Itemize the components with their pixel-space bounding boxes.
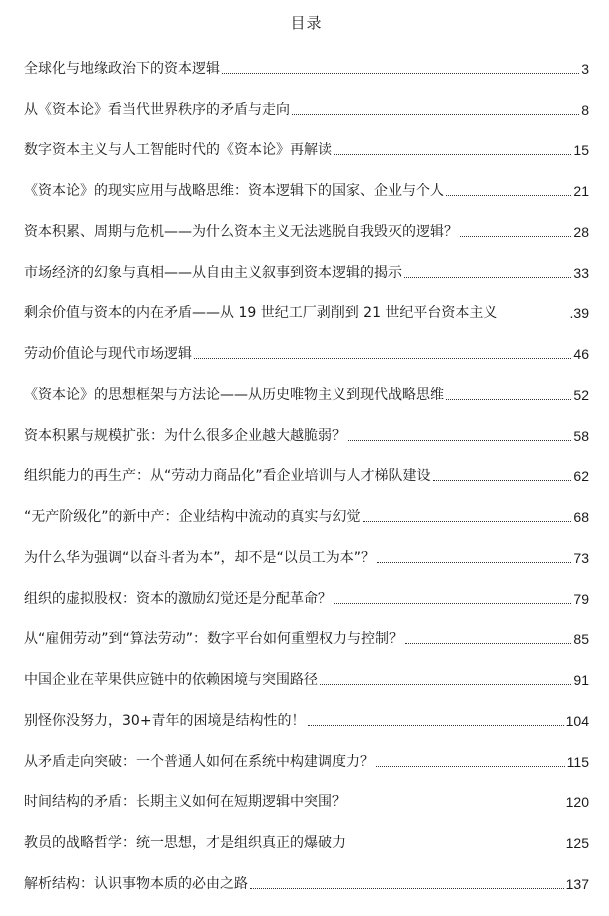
toc-entry-page-number: 73 [573,549,589,566]
toc-entry-page-number: 21 [573,183,589,199]
toc-entry-title: 别怪你没努力，30+青年的困境是结构性的！ [24,712,306,729]
dot-leader [320,683,571,685]
toc-entry-page-number: 68 [573,509,589,525]
toc-entry-page-number: 15 [573,142,589,159]
dot-leader [308,724,564,726]
dot-leader [363,520,572,522]
toc-entry-title: 全球化与地缘政治下的资本逻辑 [24,60,220,77]
dot-leader [446,398,571,400]
toc-entry-title: 教员的战略哲学：统一思想，才是组织真正的爆破力 [24,835,346,851]
toc-entry[interactable] [24,572,589,613]
dot-leader [376,765,565,767]
toc-entry-title: 组织的虚拟股权：资本的激励幻觉还是分配革命？ [24,590,332,607]
dot-leader [499,317,567,318]
dot-leader [348,439,571,441]
toc-entry-page-number: 125 [565,835,589,851]
toc-entry-title: 时间结构的矛盾：长期主义如何在短期逻辑中突围？ [24,794,346,811]
dot-leader [405,642,571,644]
dot-leader [194,357,571,359]
toc-entry-page-number: 91 [573,672,589,688]
toc-entry-page-number: 62 [573,468,589,485]
toc-entry[interactable] [24,205,589,246]
toc-entry-title: 解析结构：认识事物本质的必由之路 [24,875,248,892]
toc-entry-title: 从《资本论》看当代世界秩序的矛盾与走向 [24,101,290,118]
toc-entry-page-number: 8 [581,101,589,118]
toc-entry[interactable] [24,368,589,409]
toc-entry-title: 劳动价值论与现代市场逻辑 [24,346,192,362]
dot-leader [292,113,579,115]
toc-entry-title: 资本积累、周期与危机——为什么资本主义无法逃脱自我毁灭的逻辑？ [24,223,458,240]
toc-entry-title: 《资本论》的现实应用与战略思维：资本逻辑下的国家、企业与个人 [24,183,444,199]
toc-entry-page-number: 120 [565,794,589,811]
dot-leader [348,806,564,807]
toc-entry[interactable] [24,531,589,572]
toc-entry-page-number: 115 [566,753,589,770]
toc-entry[interactable] [24,735,589,776]
toc-entry[interactable] [24,857,589,898]
dot-leader [446,194,571,196]
toc-entry[interactable] [24,409,589,450]
dot-leader [334,153,571,155]
toc-entry[interactable] [24,694,589,735]
toc-entry-title: 为什么华为强调“以奋斗者为本”，却不是“以员工为本”？ [24,549,376,566]
toc-entry-page-number: 46 [573,346,589,362]
toc-entry-title: 剩余价值与资本的内在矛盾——从 19 世纪工厂剥削到 21 世纪平台资本主义 [24,305,498,322]
toc-entry[interactable] [24,327,589,368]
toc-entry[interactable] [24,613,589,654]
toc-entry-page-number: 58 [573,427,589,444]
toc-entry[interactable] [24,816,589,857]
toc-entry-page-number: 28 [573,223,589,240]
toc-entry-page-number: 137 [565,875,589,892]
toc-entry[interactable] [24,490,589,531]
toc-entry-page-number: 33 [573,264,589,281]
toc-entry-title: 资本积累与规模扩张：为什么很多企业越大越脆弱？ [24,427,346,444]
toc-entry-page-number: 52 [573,386,589,403]
toc-entry-title: 市场经济的幻象与真相——从自由主义叙事到资本逻辑的揭示 [24,264,402,281]
toc-entry-title: 从“雇佣劳动”到“算法劳动”：数字平台如何重塑权力与控制？ [24,631,404,648]
toc-entry[interactable] [24,164,589,205]
dot-leader [377,561,571,563]
toc-entry-title: 数字资本主义与人工智能时代的《资本论》再解读 [24,142,332,159]
toc-entry[interactable] [24,287,589,328]
toc-entry[interactable] [24,124,589,165]
toc-entry[interactable] [24,653,589,694]
toc-entry-title: “无产阶级化”的新中产：企业结构中流动的真实与幻觉 [24,509,361,525]
dot-leader [334,602,571,604]
toc-entry-page-number: 85 [573,631,589,648]
toc-list [24,42,589,898]
toc-entry-page-number: 3 [581,60,589,77]
toc-entry[interactable] [24,83,589,124]
dot-leader [460,235,571,237]
dot-leader [348,847,564,848]
toc-entry[interactable] [24,776,589,817]
toc-entry[interactable] [24,450,589,491]
page-title: 目录 [290,14,323,32]
toc-entry-title: 从矛盾走向突破：一个普通人如何在系统中构建调度力？ [24,753,374,770]
dot-leader [250,887,564,889]
dot-leader [433,479,572,481]
toc-entry-page-number: 79 [573,590,589,607]
toc-entry-title: 《资本论》的思想框架与方法论——从历史唯物主义到现代战略思维 [24,386,444,403]
dot-leader [222,72,579,74]
toc-entry[interactable] [24,246,589,287]
toc-entry-page-number: 104 [565,712,589,729]
toc-entry-title: 组织能力的再生产：从“劳动力商品化”看企业培训与人才梯队建设 [24,468,431,485]
dot-leader [404,276,571,278]
toc-entry-page-number: .39 [569,305,589,322]
toc-entry-title: 中国企业在苹果供应链中的依赖困境与突围路径 [24,672,318,688]
toc-entry[interactable] [24,42,589,83]
